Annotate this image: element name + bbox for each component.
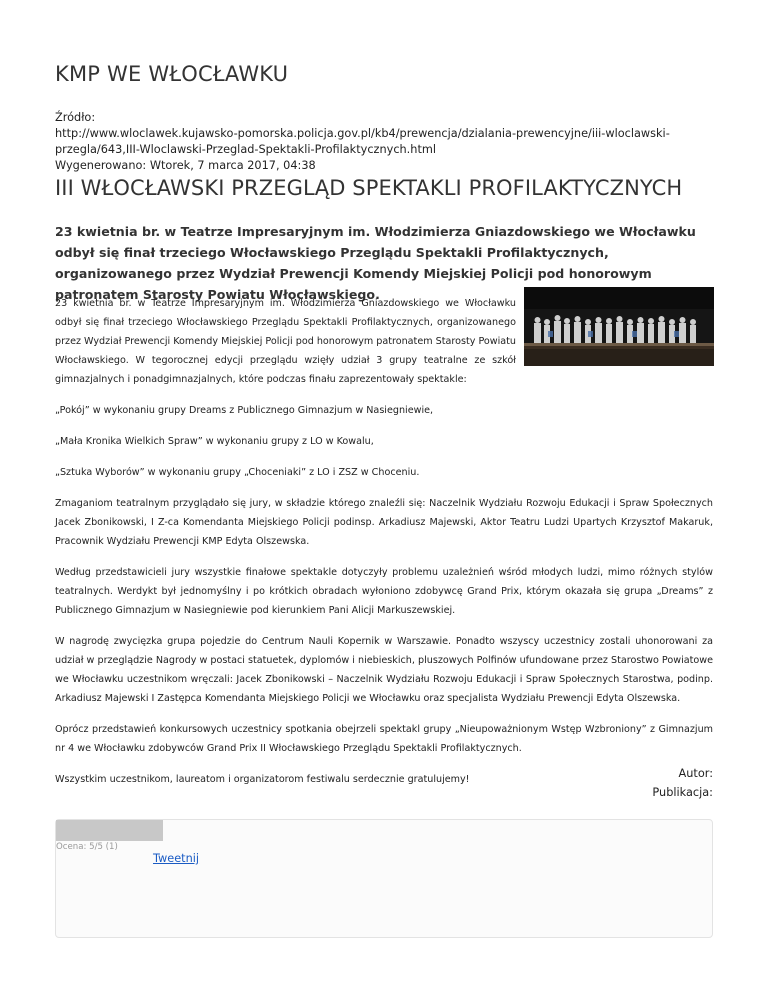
rating-share-box bbox=[55, 819, 713, 938]
source-url: http://www.wloclawek.kujawsko-pomorska.policja.gov.pl/kb4/prewencja/dzialania-prewencyjne/iii-wloclawski-przegla/643,III-Wloclawski-Przeglad-Spektakli-Profilaktycznych.html bbox=[55, 127, 670, 156]
tweet-link[interactable]: Tweetnij bbox=[153, 852, 200, 865]
article-paragraph: Zmaganiom teatralnym przyglądało się jury, w składzie którego znaleźli się: Naczelnik Wydziału Rozwoju Edukacji i Spraw Społecznych Jacek Zbonikowski, I Z-ca Komendanta Miejskiego Policji podinsp. Arkadiusz Majewski, Aktor Teatru Ludzi Upartych Krzysztof Makaruk, Pracownik Wydziału Prewencji KMP Edyta Olszewska. bbox=[55, 498, 713, 547]
rating-stars-bar[interactable] bbox=[56, 820, 163, 841]
site-title: KMP WE WŁOCŁAWKU bbox=[55, 62, 289, 86]
article-paragraph: W nagrodę zwycięzka grupa pojedzie do Centrum Nauli Kopernik w Warszawie. Ponadto wszyscy uczestnicy zostali uhonorowani za udział w przeglądzie Nagrody w postaci statuetek, dyplomów i niebieskich, pluszowych Polfinów ufundowane przez Starostwo Powiatowe we Włocławku uczestnikom wręczali: Jacek Zbonikowski – Naczelnik Wydziału Rozwoju Edukacji i Spraw Społecznych Starostwa, podinp. Arkadiusz Majewski I Zastępca Komendanta Miejskiego Policji we Włocławku oraz specjalista Wydziału Prewencji Edyta Olszewska. bbox=[55, 636, 713, 704]
article-paragraph: „Mała Kronika Wielkich Spraw” w wykonaniu grupy z LO w Kowalu, bbox=[55, 436, 374, 447]
article-lead: 23 kwietnia br. w Teatrze Impresaryjnym im. Włodzimierza Gniazdowskiego we Włocławku odbył się finał trzeciego Włocławskiego Przeglądu Spektakli Profilaktycznych, organizowanego przez Wydział Prewencji Komendy Miejskiej Policji pod honorowym patronatem Starosty Powiatu Włocławskiego. bbox=[55, 224, 696, 302]
rating-text: Ocena: 5/5 (1) bbox=[56, 842, 118, 852]
article-body bbox=[55, 294, 713, 801]
author-label: Autor: bbox=[678, 767, 713, 780]
generated-date: Wygenerowano: Wtorek, 7 marca 2017, 04:38 bbox=[55, 159, 316, 172]
article-paragraph: Oprócz przedstawień konkursowych uczestnicy spotkania obejrzeli spektakl grupy „Nieupoważnionym Wstęp Wzbroniony” z Gimnazjum nr 4 we Włocławku zdobywców Grand Prix II Włocławskiego Przeglądu Spektakli Profilaktycznych. bbox=[55, 724, 713, 754]
article-paragraph: „Pokój” w wykonaniu grupy Dreams z Publicznego Gimnazjum w Nasiegniewie, bbox=[55, 405, 434, 416]
source-label: Źródło: bbox=[55, 111, 96, 124]
article-paragraph: Według przedstawicieli jury wszystkie finałowe spektakle dotyczyły problemu uzależnień wśród młodych ludzi, mimo różnych stylów teatralnych. Werdykt był jednomyślny i po krótkich obradach wyłoniono zdobywcę Grand Prix, którym okazała się grupa „Dreams” z Publicznego Gimnazjum w Nasiegniewie pod kierunkiem Pani Alicji Markuszewskiej. bbox=[55, 567, 713, 616]
source-meta bbox=[55, 110, 713, 174]
article-paragraph: Wszystkim uczestnikom, laureatom i organizatorom festiwalu serdecznie gratulujemy! bbox=[55, 774, 470, 785]
article-paragraph: 23 kwietnia br. w Teatrze Impresaryjnym im. Włodzimierza Gniazdowskiego we Włocławku odbył się finał trzeciego Włocławskiego Przeglądu Spektakli Profilaktycznych, organizowanego przez Wydział Prewencji Komendy Miejskiej Policji pod honorowym patronatem Starosty Powiatu Włocławskiego. W tegorocznej edycji przeglądu wzięły udział 3 grupy teatralne ze szkół gimnazjalnych i ponadgimnazjalnych, które podczas finału zaprezentowały spektakle: bbox=[55, 298, 516, 385]
publication-label: Publikacja: bbox=[652, 786, 713, 799]
article-paragraph: „Sztuka Wyborów” w wykonaniu grupy „Choceniaki” z LO i ZSZ w Choceniu. bbox=[55, 467, 420, 478]
article-title: III WŁOCŁAWSKI PRZEGLĄD SPEKTAKLI PROFILAKTYCZNYCH bbox=[55, 176, 683, 200]
author-block bbox=[652, 764, 713, 802]
